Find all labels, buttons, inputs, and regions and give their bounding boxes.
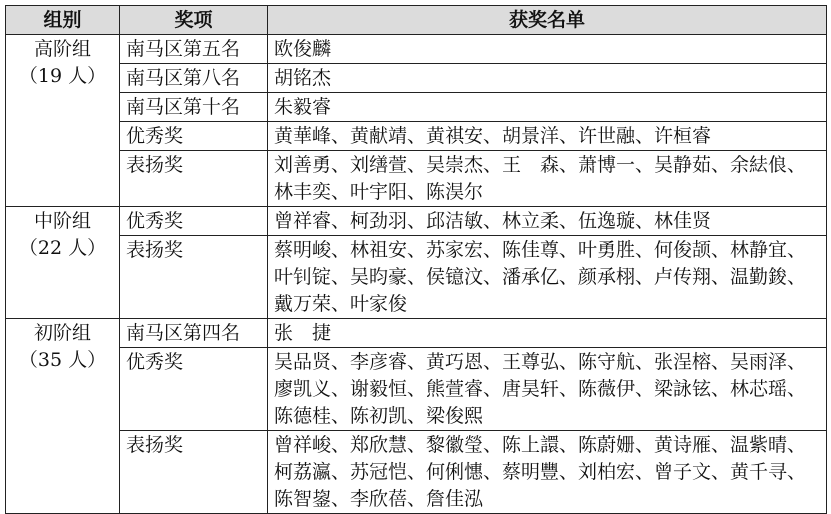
names-cell: 曾祥睿、柯劲羽、邱洁敏、林立柔、伍逸璇、林佳贤 [268,207,827,236]
award-cell: 优秀奖 [120,122,268,151]
awards-table [5,5,827,514]
group-count: （19 人） [18,65,107,87]
header-winners: 获奖名单 [268,6,827,35]
award-cell: 南马区第四名 [120,319,268,348]
award-cell: 优秀奖 [120,348,268,431]
award-cell: 南马区第十名 [120,93,268,122]
group-name: 初阶组 [33,322,91,344]
table-row [6,348,827,431]
names-cell: 吴品贤、李彦睿、黄巧恩、王尊弘、陈守航、张浧榕、吴雨泽、廖凯义、谢毅恒、熊萱睿、唐昊轩、陈薇伊、梁詠铉、林芯瑶、陈德桂、陈初凯、梁俊熙 [268,348,827,431]
table-row [6,64,827,93]
table-row [6,93,827,122]
table-row [6,122,827,151]
group-name: 高阶组 [33,38,91,60]
table-row [6,35,827,64]
table-row [6,431,827,514]
group-cell [6,207,120,319]
award-cell: 表扬奖 [120,431,268,514]
award-cell: 优秀奖 [120,207,268,236]
award-cell: 南马区第五名 [120,35,268,64]
header-award: 奖项 [120,6,268,35]
table-row [6,151,827,207]
group-cell [6,319,120,514]
names-cell: 刘善勇、刘缮萱、吴崇杰、王 森、萧博一、吴静茹、余紶俍、林丰奕、叶宇阳、陈淏尔 [268,151,827,207]
award-cell: 南马区第八名 [120,64,268,93]
group-count: （22 人） [18,237,107,259]
header-group: 组别 [6,6,120,35]
table-row [6,236,827,319]
names-cell: 曾祥峻、郑欣慧、黎徽瑩、陈上譞、陈蔚姗、黄诗雁、温紫晴、柯荔瀛、苏冠恺、何俐憓、蔡明豐、刘柏宏、曾子文、黄千寻、陈智鋆、李欣蓓、詹佳泓 [268,431,827,514]
names-cell: 朱毅睿 [268,93,827,122]
names-cell: 黄華峰、黄献靖、黄祺安、胡景洋、许世融、许桓睿 [268,122,827,151]
header-row [6,6,827,35]
table-row [6,319,827,348]
group-count: （35 人） [18,349,107,371]
names-cell: 欧俊麟 [268,35,827,64]
group-cell [6,35,120,207]
award-cell: 表扬奖 [120,151,268,207]
award-cell: 表扬奖 [120,236,268,319]
names-cell: 张 捷 [268,319,827,348]
table-row [6,207,827,236]
group-name: 中阶组 [33,210,91,232]
names-cell: 蔡明峻、林祖安、苏家宏、陈佳尊、叶勇胜、何俊颉、林静宜、叶钊锭、吴昀豪、侯镱汶、潘承亿、颜承栩、卢传翔、温勤鋑、戴万荣、叶家俊 [268,236,827,319]
names-cell: 胡铭杰 [268,64,827,93]
